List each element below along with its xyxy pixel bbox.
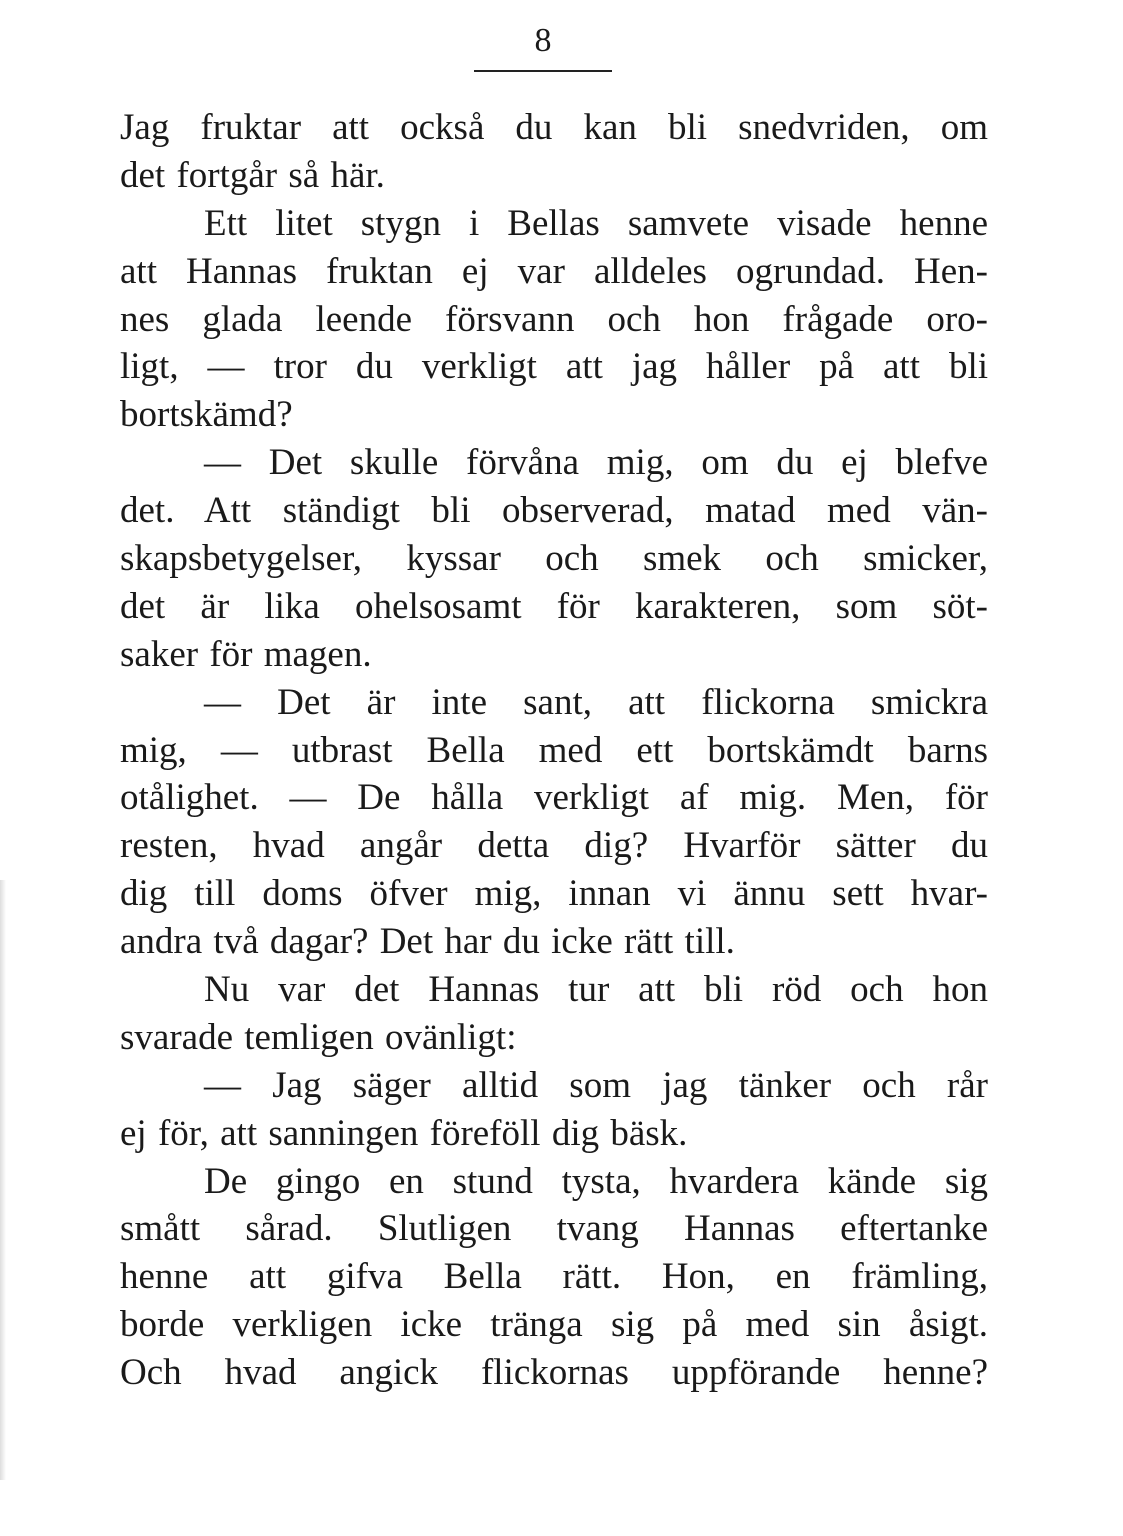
text-line: nes glada leende försvann och hon frågade oro-	[120, 298, 988, 340]
scan-edge-shadow	[0, 880, 6, 1480]
text-line: smått sårad. Slutligen tvang Hannas eftertanke	[120, 1208, 988, 1250]
text-line: ej för, att sanningen föreföll dig bäsk.	[120, 1112, 688, 1154]
text-line: andra två dagar? Det har du icke rätt till.	[120, 921, 735, 963]
header-rule	[474, 70, 612, 72]
text-line: bortskämd?	[120, 394, 293, 436]
text-line: Jag fruktar att också du kan bli snedvriden, om	[120, 107, 988, 148]
text-line: saker för magen.	[120, 633, 372, 675]
text-line: svarade temligen ovänligt:	[120, 1016, 517, 1058]
text-line: — Det är inte sant, att flickorna smickra	[204, 681, 988, 723]
text-line: henne att gifva Bella rätt. Hon, en främling,	[120, 1256, 988, 1298]
body-text	[120, 104, 988, 1397]
text-line: dig till doms öfver mig, innan vi ännu sett hvar-	[120, 873, 988, 915]
text-line: Nu var det Hannas tur att bli röd och hon	[204, 969, 988, 1011]
text-line: De gingo en stund tysta, hvardera kände sig	[204, 1160, 988, 1202]
text-line: borde verkligen icke tränga sig på med sin åsigt.	[120, 1304, 988, 1346]
text-line: resten, hvad angår detta dig? Hvarför sätter du	[120, 825, 988, 867]
text-line: otålighet. — De hålla verkligt af mig. Men, för	[120, 777, 988, 819]
text-line: — Det skulle förvåna mig, om du ej blefve	[204, 442, 988, 484]
text-line: mig, — utbrast Bella med ett bortskämdt barns	[120, 729, 988, 771]
text-line: det är lika ohelsosamt för karakteren, som söt-	[120, 585, 988, 627]
page-number: 8	[534, 22, 552, 59]
text-line: att Hannas fruktan ej var alldeles ogrundad. Hen-	[120, 250, 988, 292]
text-line: det fortgår så här.	[120, 154, 385, 196]
text-line: — Jag säger alltid som jag tänker och rår	[204, 1064, 988, 1106]
text-line: det. Att ständigt bli observerad, matad med vän-	[120, 490, 988, 532]
text-line: Och hvad angick flickornas uppförande henne?	[120, 1352, 988, 1394]
text-line: Ett litet stygn i Bellas samvete visade henne	[204, 202, 988, 244]
text-line: ligt, — tror du verkligt att jag håller på att bli	[120, 346, 988, 388]
text-line: skapsbetygelser, kyssar och smek och smicker,	[120, 538, 988, 580]
